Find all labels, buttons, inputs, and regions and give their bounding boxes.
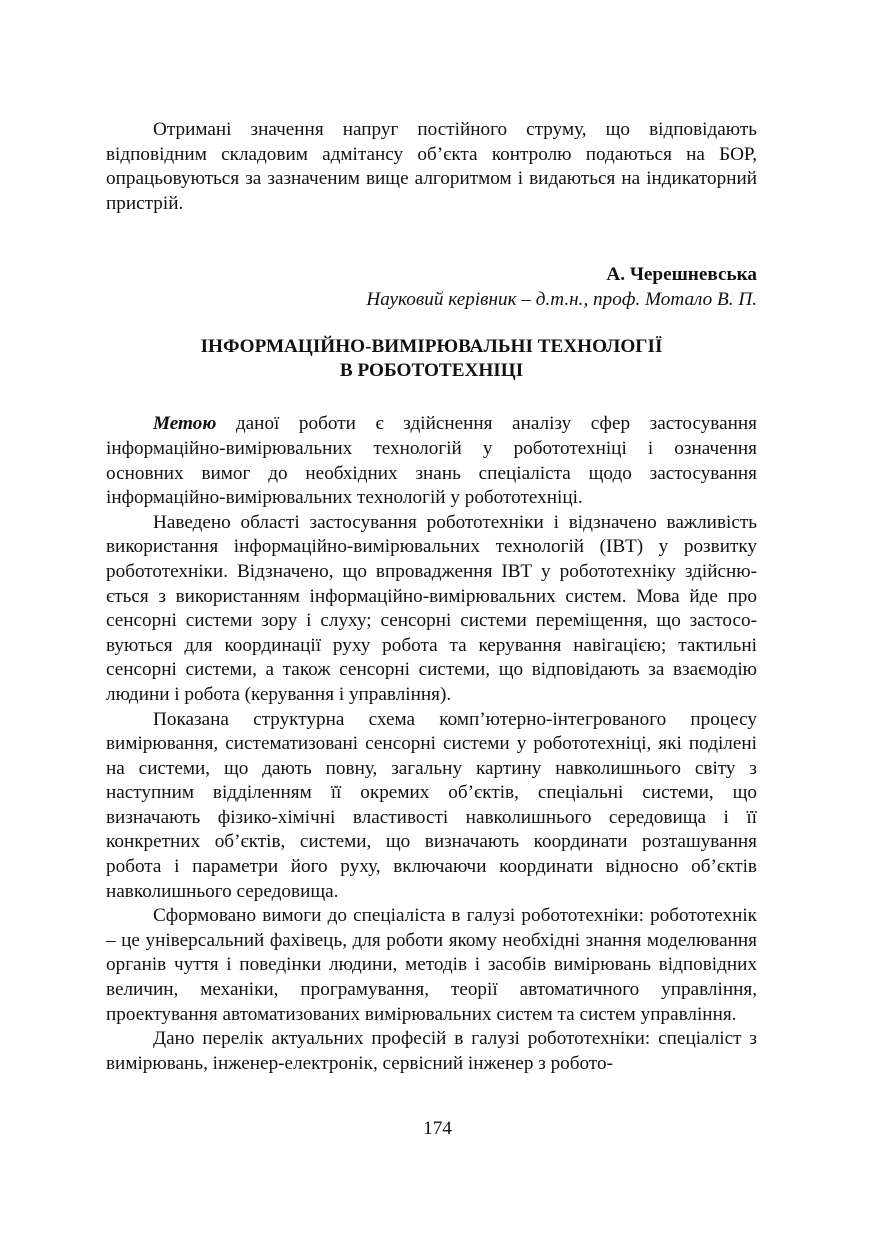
paragraph-structure: Показана структурна схема комп’ютерно-інтегрованого процесу вимірювання, систематизовані сенсорні системи у робототехніці, які поділені на системи, що дають повну, загальну картину навколишнього світу з наступним відділенням її окремих об’єктів, спеціальні системи, що визначають фізико-хімічні властивості навколишнього середовища і її конкретних об’єктів, системи, що визначають координати розташування робота і параметри його руху, включаючи координати відносно об’єктів навколишнього середовища. <box>106 708 757 902</box>
article-title-line-1: ІНФОРМАЦІЙНО-ВИМІРЮВАЛЬНІ ТЕХНОЛОГІЇ <box>200 336 663 358</box>
intro-paragraph: Отримані значення напруг постійного струму, що відповідають відповідним складовим адмітансу об’єкта контролю подаються на БОР, опрацьовуються за зазначеним вище алгоритмом і видаються на індикаторний пристрій. <box>106 119 757 214</box>
author-name: А. Черешневська <box>606 264 757 286</box>
paragraph-goal <box>106 412 757 510</box>
author-block <box>106 262 757 312</box>
goal-lead-term: Метою <box>153 413 217 435</box>
page-content <box>106 118 757 1076</box>
paragraph-professions: Дано перелік актуальних професій в галузі робототехніки: спеціаліст з вимірювань, інженер-електронік, сервісний інженер з робото- <box>106 1028 757 1074</box>
supervisor-line: Науковий керівник – д.т.н., проф. Мотало В. П. <box>366 289 757 311</box>
page-number: 174 <box>423 1118 452 1139</box>
goal-paragraph-text: даної роботи є здійснення аналізу сфер застосування інформаційно-вимірювальних технологій у робототехніці і означення основних вимог до необхідних знань спеціаліста щодо застосування інформаційно-вимірювальних технологій у робототехніці. <box>106 413 757 509</box>
article-title <box>106 335 757 382</box>
article-body <box>106 412 757 1076</box>
paragraph-applications: Наведено області застосування робототехніки і відзначено важливість використання інформаційно-вимірювальних технологій (ІВТ) у розвитку робототехніки. Відзначено, що впровадження ІВТ у робототехніку здійснюється з використанням інформаційно-вимірювальних систем. Мова йде про сенсорні системи зору і слуху; сенсорні системи переміщення, що застосовуються для координації руху робота та керування навігацією; тактильні сенсорні системи, а також сенсорні системи, що відповідають за взаємодію людини і робота (керування і управління). <box>106 511 757 705</box>
paragraph-requirements: Сформовано вимоги до спеціаліста в галузі робототехніки: робототехнік – це універсальний фахівець, для роботи якому необхідні знання моделювання органів чуття і поведінки людини, методів і засобів вимірювань відповідних величин, механіки, програмування, теорії автоматичного управління, проектування автоматизованих вимірювальних систем та систем управління. <box>106 905 757 1025</box>
article-title-line-2: В РОБОТОТЕХНІЦІ <box>339 359 524 381</box>
